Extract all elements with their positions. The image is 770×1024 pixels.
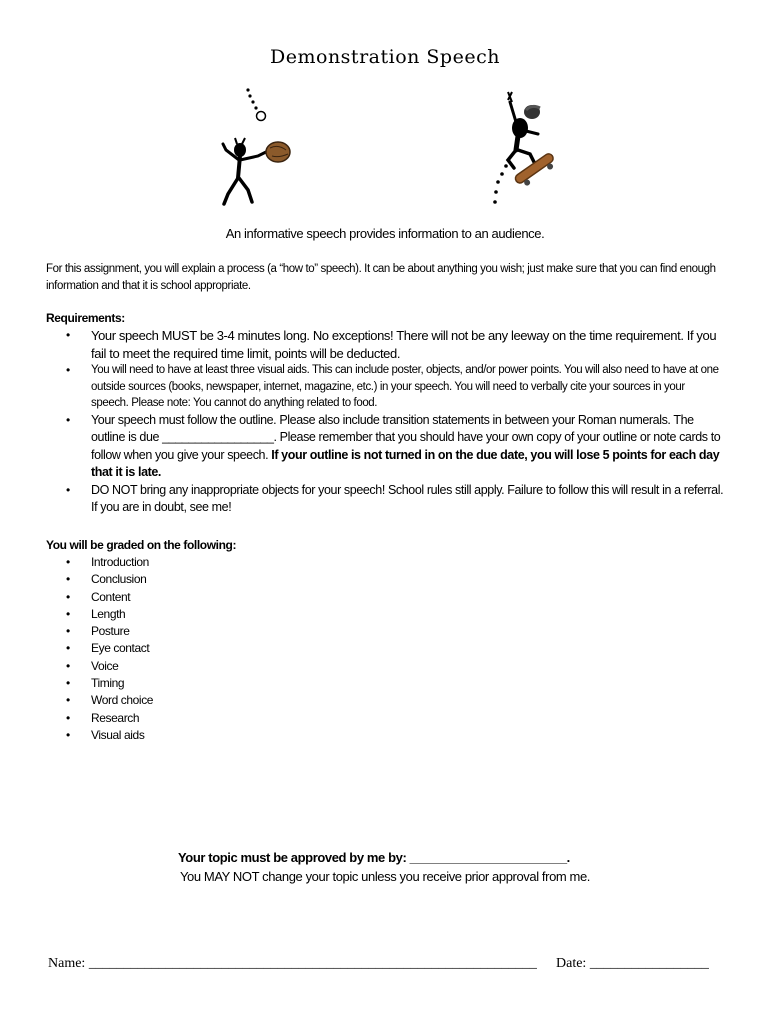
list-item-text: Your speech MUST be 3-4 minutes long. No exceptions! There will not be any leeway on the time requirement. If you fail to meet the required time limit, points will be deducted. [91, 328, 717, 361]
requirements-list [64, 327, 724, 517]
list-item [64, 362, 724, 412]
stick-figure-catching-ball-icon [218, 86, 298, 208]
date-field[interactable]: Date: _________________ [556, 956, 709, 971]
grading-heading: You will be graded on the following: [46, 538, 237, 552]
list-item [64, 482, 724, 517]
list-item: • Introduction [64, 554, 153, 571]
requirements-heading: Requirements: [46, 311, 125, 325]
list-item: • Conclusion [64, 571, 153, 588]
page-title: Demonstration Speech [270, 46, 500, 68]
assignment-paragraph: For this assignment, you will explain a process (a “how to” speech). It can be about anything you wish; just make sure that you can find enough information and that it is school appropriate. [46, 263, 716, 292]
list-item [64, 327, 724, 362]
list-item: • Posture [64, 623, 153, 640]
list-item: • Content [64, 589, 153, 606]
stick-figure-skateboarding-icon [486, 88, 556, 210]
late-penalty-text: If your outline is not turned in on the due date, you will lose 5 points for each day that it is late. [91, 447, 720, 479]
list-item: • Research [64, 710, 153, 727]
name-field[interactable]: Name: ________________________________________________________________ [48, 956, 537, 971]
list-item-text: You will need to have at least three visual aids. This can include poster, objects, and/or power points. You will also need to have at one outside sources (books, newspaper, internet, magazine, etc.) in your speech. You will need to verbally cite your sources in your speech. Please note: You cannot do anything related to food. [91, 364, 719, 409]
list-item: • Length [64, 606, 153, 623]
intro-text: An informative speech provides information to an audience. [225, 226, 545, 241]
list-item: • Visual aids [64, 727, 153, 744]
list-item: • Eye contact [64, 640, 153, 657]
approval-deadline: Your topic must be approved by me by: _______________________. [178, 850, 570, 865]
grading-list [64, 554, 153, 744]
list-item [64, 412, 724, 482]
approval-note: You MAY NOT change your topic unless you receive prior approval from me. [179, 869, 591, 884]
list-item: • Voice [64, 658, 153, 675]
list-item: • Word choice [64, 692, 153, 709]
list-item: • Timing [64, 675, 153, 692]
list-item-text: DO NOT bring any inappropriate objects for your speech! School rules still apply. Failure to follow this will result in a referral. If you are in doubt, see me! [91, 482, 724, 514]
list-item-text: Your speech must follow the outline. Please also include transition statements in between your Roman numerals. The outline is due _________________. Please remember that you should have your own copy of your outline or note cards to follow when you give your speech. [91, 412, 721, 462]
signature-line [48, 956, 728, 972]
